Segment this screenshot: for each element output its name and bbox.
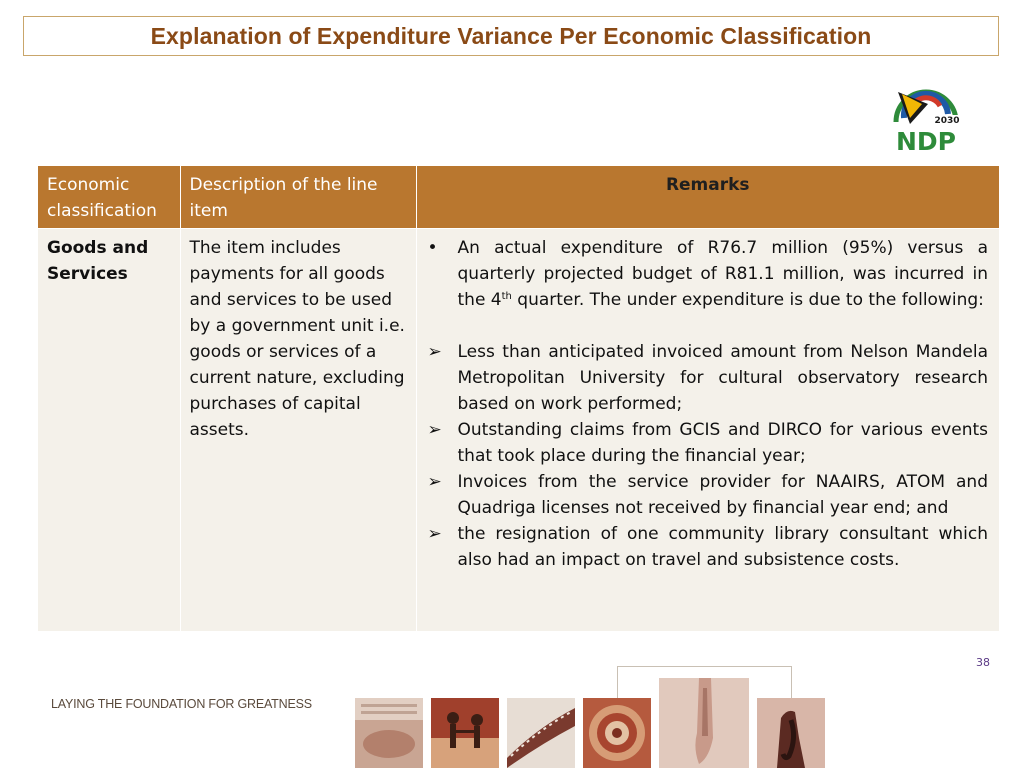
photo-ballet-shoes [659, 678, 749, 768]
ndp-2030-logo [888, 84, 964, 156]
header-description: Description of the line item [180, 166, 416, 229]
reason-text: Less than anticipated invoiced amount from Nelson Mandela Metropolitan University for cultural observatory research based on work performed; [457, 342, 988, 414]
list-item [426, 469, 989, 521]
arrow-bullet-icon: ➢ [427, 420, 442, 440]
footer-slogan: LAYING THE FOUNDATION FOR GREATNESS [51, 697, 312, 711]
header-economic-classification: Economic classification [38, 166, 180, 229]
header-remarks: Remarks [416, 166, 999, 229]
bullet-icon: • [427, 238, 438, 258]
photo-braille-reading [355, 698, 423, 768]
reason-text: Invoices from the service provider for NAAIRS, ATOM and Quadriga licenses not received by financial year end; and [457, 472, 988, 518]
ordinal-suffix: th [501, 291, 512, 302]
reason-text: the resignation of one community library consultant which also had an impact on travel and subsistence costs. [457, 524, 988, 570]
remark-intro [426, 235, 989, 313]
cell-description: The item includes payments for all goods and services to be used by a government unit i.e. goods or services of a current nature, excluding purchases of capital assets. [180, 229, 416, 632]
photo-saxophone-player [757, 698, 825, 768]
reason-text: Outstanding claims from GCIS and DIRCO for various events that took place during the financial year; [457, 420, 988, 466]
logo-letters: NDP [896, 127, 956, 156]
list-item [426, 521, 989, 573]
logo-year: 2030 [934, 116, 960, 126]
table-row [38, 229, 999, 632]
arrow-bullet-icon: ➢ [427, 472, 442, 492]
arrow-bullet-icon: ➢ [427, 524, 442, 544]
page-title: Explanation of Expenditure Variance Per Economic Classification [150, 22, 872, 49]
variance-table [38, 166, 999, 631]
photo-beadwork [583, 698, 651, 768]
cell-remarks [416, 229, 999, 632]
title-banner [23, 16, 999, 56]
photo-dancing-figures [431, 698, 499, 768]
photo-film-strip [507, 698, 575, 768]
cell-classification: Goods and Services [38, 229, 180, 632]
list-item [426, 339, 989, 417]
remark-intro-text: An actual expenditure of R76.7 million (95%) versus a quarterly projected budget of R81.1 million, was incurred in the 4th quarter. The under expenditure is due to the following: [457, 238, 988, 310]
arrow-bullet-icon: ➢ [427, 342, 442, 362]
page-number: 38 [976, 656, 990, 669]
table-header-row [38, 166, 999, 229]
list-item [426, 417, 989, 469]
